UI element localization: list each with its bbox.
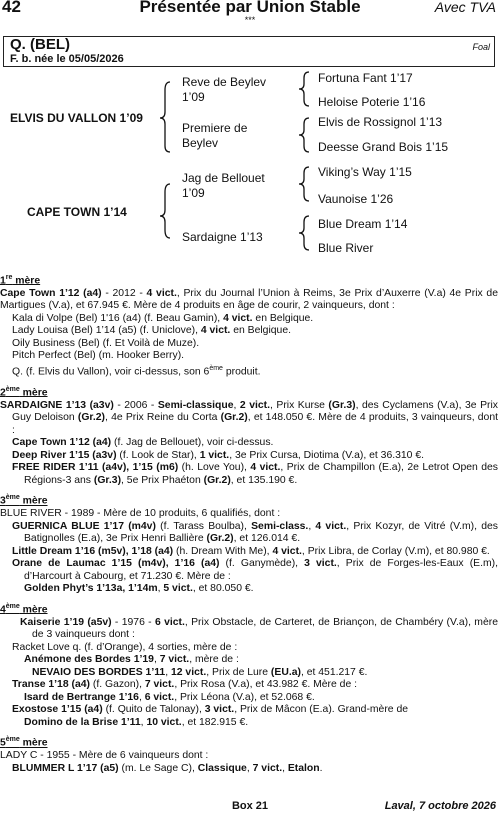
stars: *** <box>244 15 256 25</box>
mere3-produce-golden: Golden Phyt’s 1’13a, 1’14m, 5 vict., et 80.050 €. <box>24 583 254 595</box>
mere2-produce-free: FREE RIDER 1’11 (a4v), 1’15 (m6) (h. Love You), 4 vict., Prix de Champillon (E.a), 2e Letrot Open des Régions-3 ans (Gr.3), 5e Prix Phaéton (Gr.2), et 135.190 €. <box>12 462 498 486</box>
mere1-main: Cape Town 1’12 (a4) - 2012 - 4 vict., Prix du Journal l’Union à Reims, 3e Prix d’Auxerre (V.a) 4e Prix de Martigues (V.a), et 67.945 €. Mère de 4 produits en âge de courir, 2 vainqueurs, dont : <box>0 287 498 312</box>
page-footer <box>0 800 500 814</box>
mere3-produce-little: Little Dream 1’16 (m5v), 1’18 (a4) (h. Dream With Me), 4 vict., Prix Libra, de Corlay (V.m), et 80.980 €. <box>12 545 490 557</box>
mere1-produce-pitch: Pitch Perfect (Bel) (m. Hooker Berry). <box>12 350 185 362</box>
pedigree-brackets-gen1 <box>158 80 178 260</box>
pedigree-g3-6: Vaunoise 1’26 <box>318 192 394 206</box>
pedigree-sire: ELVIS DU VALLON 1’09 <box>10 111 143 125</box>
mere2-produce-cape: Cape Town 1’12 (a4) (f. Jag de Bellouet), voir ci-dessus. <box>12 437 274 449</box>
horse-name: Q. (BEL) <box>10 36 70 53</box>
horse-type: Foal <box>472 42 490 52</box>
mere2-main: SARDAIGNE 1’13 (a3v) - 2006 - Semi-classique, 2 vict., Prix Kurse (Gr.3), des Cyclamens (V.a), 3e Prix Guy Deloison (Gr.2), 4e Prix Reine du Corta (Gr.2), et 148.050 €. Mère de 4 produits, 3 vainqueurs, dont : <box>0 399 499 436</box>
horse-name-box <box>3 36 495 67</box>
pedigree-g3-8: Blue River <box>318 241 374 255</box>
pedigree-g3-4: Deesse Grand Bois 1’15 <box>318 140 449 154</box>
mere4-produce-domino: Domino de la Brise 1’11, 10 vict., et 182.915 €. <box>24 716 249 728</box>
mere3-produce-guernica: GUERNICA BLUE 1’17 (m4v) (f. Tarass Boulba), Semi-class., 4 vict., Prix Kozyr, de Vitré (V.m), des Batignolles (E.a), 3e Prix Henri Ballière (Gr.2), et 126.014 €. <box>12 520 498 545</box>
mere3-title: 3ème mère <box>0 494 48 507</box>
mere5-main: LADY C - 1955 - Mère de 6 vainqueurs dont : <box>0 750 209 762</box>
page-header <box>0 0 500 25</box>
pedigree-sire-dam-line1: Premiere de <box>182 121 248 135</box>
pedigree-dam-dam: Sardaigne 1’13 <box>182 230 263 244</box>
mere4-main: Kaiserie 1’19 (a5v) - 1976 - 6 vict., Prix Obstacle, de Carteret, de Briançon, de Chambéry (V.a), mère de 3 vainqueurs dont : <box>20 616 498 641</box>
pedigree-g3-1: Fortuna Fant 1’17 <box>318 71 413 85</box>
mere2-produce-deep: Deep River 1’15 (a3v) (f. Look de Star), 1 vict., 3e Prix Cursa, Diotima (V.a), et 36.310 €. <box>12 449 425 461</box>
mere1-produce-q: Q. (f. Elvis du Vallon), voir ci-dessus, son 6ème produit. <box>12 364 261 378</box>
pedigree-dam: CAPE TOWN 1’14 <box>27 205 127 219</box>
box-number: Box 21 <box>231 800 269 812</box>
page-number: 42 <box>2 0 21 16</box>
mere1-produce-lady: Lady Louisa (Bel) 1’14 (a5) (f. Uniclove), 4 vict. en Belgique. <box>12 325 291 337</box>
mere4-title: 4ème mère <box>0 602 48 616</box>
mere1-title: 1re mère <box>0 274 41 287</box>
female-line <box>0 272 498 775</box>
pedigree-brackets-gen2 <box>297 70 317 260</box>
mere2-title: 2ème mère <box>0 385 48 399</box>
mere3-main: BLUE RIVER - 1989 - Mère de 10 produits, 6 qualifiés, dont : <box>0 508 281 520</box>
mere4-produce-isard: Isard de Bertrange 1’16, 6 vict., Prix Léona (V.a), et 52.068 €. <box>24 691 315 703</box>
pedigree-dam-sire <box>182 171 265 201</box>
mere4-produce-exostose: Exostose 1’15 (a4) (f. Quito de Talonay), 3 vict., Prix de Mâcon (E.a). Grand-mère de <box>12 704 409 716</box>
mere1-produce-oily: Oily Business (Bel) (f. Et Voilà de Muze). <box>12 337 200 349</box>
tva-note: Avec TVA <box>434 0 496 15</box>
consignor-title: Présentée par Union Stable <box>139 0 361 16</box>
pedigree-g3-5: Viking’s Way 1’15 <box>318 165 412 179</box>
pedigree-g3-2: Heloise Poterie 1’16 <box>318 95 426 109</box>
pedigree-g3-3: Elvis de Rossignol 1’13 <box>318 115 443 129</box>
birth-info: F. b. née le 05/05/2026 <box>10 53 124 65</box>
mere3-produce-orane: Orane de Laumac 1’15 (m4v), 1’16 (a4) (f. Ganymède), 3 vict., Prix de Forges-les-Eaux (E.m), d’Harcourt à Cabourg, et 71.230 €. Mère de : <box>12 558 498 582</box>
pedigree-sire-sire-name: Reve de Beylev <box>182 75 267 89</box>
mere4-produce-racket: Racket Love q. (f. d’Orange), 4 sorties, mère de : <box>12 641 238 653</box>
mere4-produce-anemone: Anémone des Bordes 1’19, 7 vict., mère de : <box>24 654 239 666</box>
sale-place-date: Laval, 7 octobre 2026 <box>384 800 496 812</box>
pedigree-dam-sire-record: 1’09 <box>182 186 205 200</box>
pedigree-sire-sire <box>182 75 266 105</box>
mere1-produce-kala: Kala di Volpe (Bel) 1'16 (a4) (f. Beau Gamin), 4 vict. en Belgique. <box>12 312 314 324</box>
mere4-produce-transe: Transe 1’18 (a4) (f. Gazon), 7 vict., Prix Rosa (V.a), et 43.982 €. Mère de : <box>12 679 358 691</box>
mere4-produce-nevaio: NEVAIO DES BORDES 1’11, 12 vict., Prix de Lure (EU.a), et 451.217 €. <box>32 666 368 678</box>
pedigree-sire-dam-line2: Beylev <box>182 136 219 150</box>
pedigree-g3-7: Blue Dream 1’14 <box>318 217 408 231</box>
mere5-produce-blummer: BLUMMER L 1’17 (a5) (m. Le Sage C), Classique, 7 vict., Etalon. <box>12 762 323 774</box>
pedigree-dam-sire-name: Jag de Bellouet <box>182 171 265 185</box>
pedigree-sire-sire-record: 1’09 <box>182 90 205 104</box>
pedigree-sire-dam <box>182 121 247 151</box>
mere5-title: 5ème mère <box>0 736 48 749</box>
